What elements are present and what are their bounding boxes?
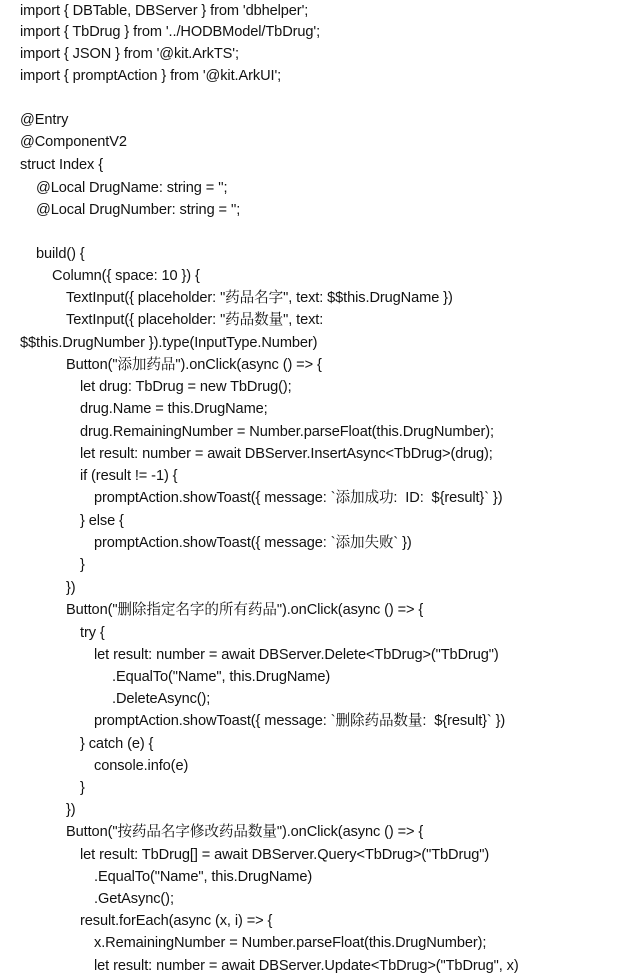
code-line: .DeleteAsync();	[112, 691, 211, 707]
code-line: TextInput({ placeholder: "药品数量", text:	[66, 312, 324, 328]
code-line: promptAction.showToast({ message: `添加失败` })	[94, 535, 412, 551]
code-line: drug.Name = this.DrugName;	[80, 401, 268, 417]
code-line: }	[80, 780, 85, 796]
code-line: }	[80, 557, 85, 573]
code-line: } catch (e) {	[80, 736, 154, 752]
code-line: })	[66, 580, 76, 596]
code-line: let result: number = await DBServer.Delete<TbDrug>("TbDrug")	[94, 647, 499, 663]
code-line: Button("按药品名字修改药品数量").onClick(async () => {	[66, 824, 424, 840]
code-line: let result: TbDrug[] = await DBServer.Query<TbDrug>("TbDrug")	[80, 847, 490, 863]
code-line: x.RemainingNumber = Number.parseFloat(this.DrugNumber);	[94, 935, 487, 951]
code-line: result.forEach(async (x, i) => {	[80, 913, 273, 929]
code-line: try {	[80, 625, 105, 641]
code-line: TextInput({ placeholder: "药品名字", text: $$this.DrugName })	[66, 290, 453, 306]
code-line: .GetAsync();	[94, 891, 174, 907]
code-line: build() {	[36, 246, 85, 262]
code-line: @Local DrugNumber: string = '';	[36, 202, 241, 218]
code-line: } else {	[80, 513, 124, 529]
code-line: @ComponentV2	[20, 134, 127, 150]
code-line: import { promptAction } from '@kit.ArkUI';	[20, 68, 282, 84]
code-line: let result: number = await DBServer.InsertAsync<TbDrug>(drug);	[80, 446, 493, 462]
code-line: .EqualTo("Name", this.DrugName)	[112, 669, 331, 685]
code-line: import { TbDrug } from '../HODBModel/TbDrug';	[20, 24, 321, 40]
code-line: promptAction.showToast({ message: `删除药品数量: ${result}` })	[94, 713, 506, 729]
code-line: @Local DrugName: string = '';	[36, 180, 228, 196]
code-line: Column({ space: 10 }) {	[52, 268, 200, 284]
code-line: promptAction.showToast({ message: `添加成功: ID: ${result}` })	[94, 490, 503, 506]
code-line: import { DBTable, DBServer } from 'dbhelper';	[20, 3, 309, 19]
code-line: @Entry	[20, 112, 69, 128]
code-line: .EqualTo("Name", this.DrugName)	[94, 869, 313, 885]
code-line: $$this.DrugNumber }).type(InputType.Number)	[20, 335, 318, 351]
code-line: import { JSON } from '@kit.ArkTS';	[20, 46, 239, 62]
code-line: let drug: TbDrug = new TbDrug();	[80, 379, 292, 395]
code-line: console.info(e)	[94, 758, 189, 774]
code-line: drug.RemainingNumber = Number.parseFloat(this.DrugNumber);	[80, 424, 494, 440]
code-line: let result: number = await DBServer.Update<TbDrug>("TbDrug", x)	[94, 958, 519, 974]
code-line: struct Index {	[20, 157, 103, 173]
code-line: Button("添加药品").onClick(async () => {	[66, 357, 322, 373]
code-line: })	[66, 802, 76, 818]
code-line: if (result != -1) {	[80, 468, 178, 484]
code-line: Button("删除指定名字的所有药品").onClick(async () => {	[66, 602, 424, 618]
